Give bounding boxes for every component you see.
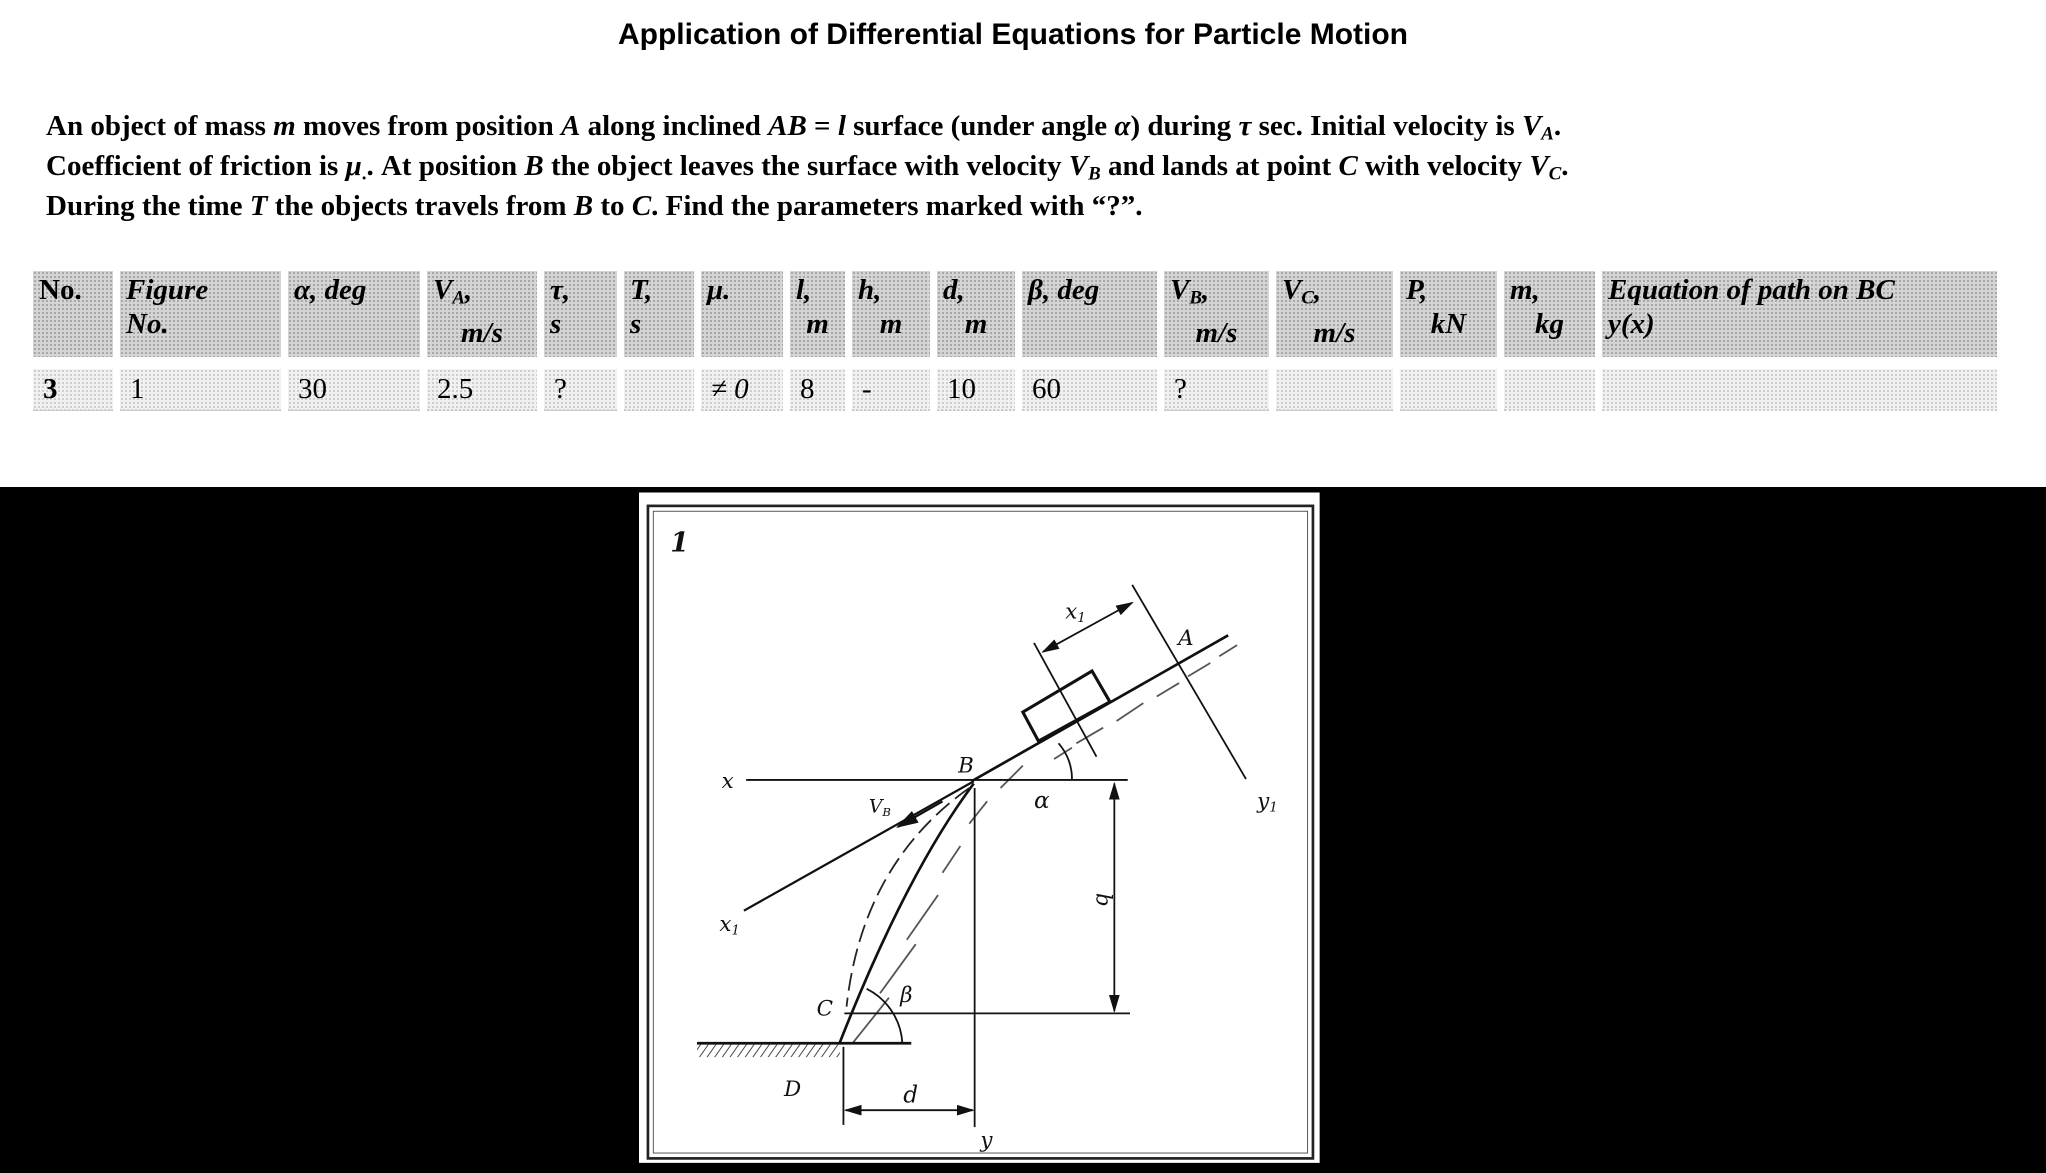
column-header bbox=[288, 271, 420, 357]
label-beta: β bbox=[900, 983, 913, 1009]
column-header-line1 bbox=[796, 273, 839, 307]
symbol-b: B bbox=[524, 150, 544, 182]
column-header bbox=[1022, 271, 1157, 357]
column-header-line1 bbox=[550, 273, 611, 307]
text: . At position bbox=[366, 150, 525, 182]
header-text: α, deg bbox=[294, 274, 367, 306]
symbol-alpha: α bbox=[1114, 110, 1131, 142]
table-row bbox=[33, 369, 1997, 409]
text: and lands at point bbox=[1100, 150, 1339, 182]
header-text: No. bbox=[39, 274, 82, 306]
column-header bbox=[1504, 271, 1595, 357]
column-header-line1 bbox=[707, 273, 777, 307]
table-cell: 30 bbox=[288, 369, 420, 411]
table-cell: ? bbox=[544, 369, 617, 411]
text: . bbox=[1561, 150, 1569, 182]
table-cell: - bbox=[852, 369, 930, 411]
table-cell: ≠ 0 bbox=[701, 369, 783, 411]
text: the objects travels from bbox=[267, 190, 574, 222]
label-x1-sub: 1 bbox=[731, 923, 740, 939]
ground-hatching bbox=[697, 1045, 840, 1057]
label-b: B bbox=[958, 753, 974, 779]
column-header bbox=[790, 271, 845, 357]
table-cell: 8 bbox=[790, 369, 845, 411]
problem-line-2 bbox=[46, 146, 2006, 186]
table-cell: 3 bbox=[33, 369, 113, 411]
header-text: V bbox=[1170, 274, 1190, 306]
symbol-v: V bbox=[1068, 150, 1089, 182]
column-header-line1 bbox=[1282, 273, 1387, 316]
column-header-line1 bbox=[1170, 273, 1263, 316]
column-header-line1 bbox=[39, 273, 107, 307]
problem-line-3 bbox=[46, 186, 2006, 226]
label-a: A bbox=[1178, 626, 1194, 652]
column-header bbox=[1400, 271, 1497, 357]
column-header bbox=[937, 271, 1015, 357]
column-header bbox=[701, 271, 783, 357]
text: An object of mass bbox=[46, 110, 274, 142]
header-text: Figure bbox=[126, 274, 209, 306]
header-text: , bbox=[1313, 274, 1322, 306]
label-x1-sub: 1 bbox=[1077, 610, 1086, 626]
column-header-line2: m bbox=[964, 308, 988, 340]
figure-frame bbox=[639, 492, 1320, 1162]
text: the object leaves the surface with velocity bbox=[543, 150, 1069, 182]
text: . bbox=[1553, 110, 1562, 142]
table-cell bbox=[1400, 369, 1497, 411]
symbol-b: B bbox=[573, 190, 594, 222]
table-cell: 2.5 bbox=[427, 369, 537, 411]
subscript: B bbox=[1088, 163, 1101, 185]
subscript: . bbox=[361, 163, 367, 185]
symbol-m: m bbox=[273, 110, 296, 142]
column-header-line2: m/s bbox=[461, 316, 503, 349]
header-subscript: C bbox=[1301, 287, 1314, 309]
table-cell: 60 bbox=[1022, 369, 1157, 411]
label-y: y bbox=[980, 1128, 993, 1154]
header-text: , bbox=[1201, 274, 1210, 306]
figure-1-diagram bbox=[630, 480, 1330, 1170]
symbol-tau: τ bbox=[1238, 110, 1252, 142]
header-text: β, deg bbox=[1028, 274, 1100, 306]
label-c: C bbox=[816, 996, 834, 1022]
label-b-dim: b bbox=[1090, 892, 1116, 907]
problem-line-1 bbox=[46, 106, 2006, 146]
header-text: h, bbox=[858, 274, 882, 306]
column-header-line2: s bbox=[550, 308, 562, 340]
text: to bbox=[593, 190, 632, 222]
column-header-line2: m/s bbox=[1313, 316, 1356, 349]
text: ) during bbox=[1130, 110, 1239, 142]
label-x1-main: x bbox=[719, 911, 732, 937]
table-cell bbox=[1504, 369, 1595, 411]
label-vb-main: V bbox=[868, 796, 883, 818]
symbol-c: C bbox=[1338, 150, 1358, 182]
label-alpha: α bbox=[1034, 787, 1050, 815]
header-text: τ, bbox=[550, 274, 571, 306]
label-d: D bbox=[784, 1076, 802, 1102]
text: Coefficient of friction is bbox=[46, 150, 346, 182]
column-header bbox=[1164, 271, 1269, 357]
column-header bbox=[33, 271, 113, 357]
symbol-v: V bbox=[1529, 150, 1549, 182]
text: with velocity bbox=[1357, 150, 1530, 182]
label-y1-main: y bbox=[1257, 789, 1270, 815]
symbol-mu: μ bbox=[345, 150, 362, 182]
header-text: P, bbox=[1406, 274, 1428, 306]
label-x1-main: x bbox=[1065, 599, 1078, 625]
column-header-line1 bbox=[943, 273, 1009, 307]
symbol-a: A bbox=[561, 110, 581, 142]
label-x: x bbox=[721, 768, 734, 794]
header-text: T, bbox=[630, 274, 653, 306]
subscript: A bbox=[1541, 123, 1554, 145]
header-subscript: B bbox=[1189, 287, 1202, 309]
column-header-line1 bbox=[1608, 273, 1991, 307]
column-header-line1 bbox=[294, 273, 414, 307]
column-header bbox=[427, 271, 537, 357]
problem-statement bbox=[46, 106, 2006, 226]
text: along inclined bbox=[580, 110, 769, 142]
symbol-ab: AB bbox=[768, 110, 807, 142]
label-d-dim: d bbox=[903, 1081, 919, 1109]
header-text: V bbox=[433, 274, 453, 306]
column-header-line1 bbox=[630, 273, 688, 307]
column-header bbox=[120, 271, 281, 357]
table-cell bbox=[1602, 369, 1997, 411]
table-cell: 1 bbox=[120, 369, 281, 411]
page-title: Application of Differential Equations for Particle Motion bbox=[617, 18, 1409, 51]
column-header-line1 bbox=[433, 273, 531, 316]
column-header-line1 bbox=[1406, 273, 1491, 307]
header-text: Equation of path on BC bbox=[1608, 274, 1895, 306]
text: sec. Initial velocity is bbox=[1251, 110, 1522, 142]
header-text: μ. bbox=[707, 274, 731, 306]
text: moves from position bbox=[295, 110, 562, 142]
symbol-t: T bbox=[249, 190, 268, 222]
column-header-line2: No. bbox=[126, 308, 169, 340]
column-header-line1 bbox=[126, 273, 275, 307]
column-header-line1 bbox=[858, 273, 924, 307]
text: = bbox=[806, 110, 838, 142]
column-header bbox=[852, 271, 930, 357]
header-text: d, bbox=[943, 274, 965, 306]
table-header bbox=[33, 271, 1997, 357]
column-header-line2: kN bbox=[1430, 308, 1467, 340]
column-header-line2: m bbox=[879, 308, 903, 340]
column-header-line2: m bbox=[806, 308, 829, 340]
header-text: , bbox=[464, 274, 473, 306]
column-header bbox=[544, 271, 617, 357]
column-header bbox=[1276, 271, 1393, 357]
column-header bbox=[1602, 271, 1997, 357]
column-header-line2: kg bbox=[1535, 308, 1564, 340]
header-subscript: A bbox=[452, 287, 465, 309]
column-header-line2: y(x) bbox=[1608, 308, 1655, 340]
table-cell bbox=[624, 369, 694, 411]
text: During the time bbox=[46, 190, 250, 222]
label-vb-sub: B bbox=[882, 805, 891, 820]
text: . Find the parameters marked with “?”. bbox=[651, 190, 1143, 222]
header-text: l, bbox=[796, 274, 812, 306]
table-cell bbox=[1276, 369, 1393, 411]
figure-number: 1 bbox=[670, 527, 689, 559]
text: surface (under angle bbox=[845, 110, 1115, 142]
label-y1-sub: 1 bbox=[1269, 800, 1278, 816]
subscript: C bbox=[1548, 163, 1562, 185]
table-cell: ? bbox=[1164, 369, 1269, 411]
column-header-line2: s bbox=[630, 308, 642, 340]
header-text: V bbox=[1282, 274, 1302, 306]
column-header-line2: m/s bbox=[1195, 316, 1238, 349]
symbol-l: l bbox=[837, 110, 846, 142]
table-cell: 10 bbox=[937, 369, 1015, 411]
column-header-line1 bbox=[1028, 273, 1151, 307]
column-header bbox=[624, 271, 694, 357]
column-header-line1 bbox=[1510, 273, 1589, 307]
symbol-v: V bbox=[1521, 110, 1542, 142]
symbol-c: C bbox=[631, 190, 652, 222]
header-text: m, bbox=[1510, 274, 1540, 306]
